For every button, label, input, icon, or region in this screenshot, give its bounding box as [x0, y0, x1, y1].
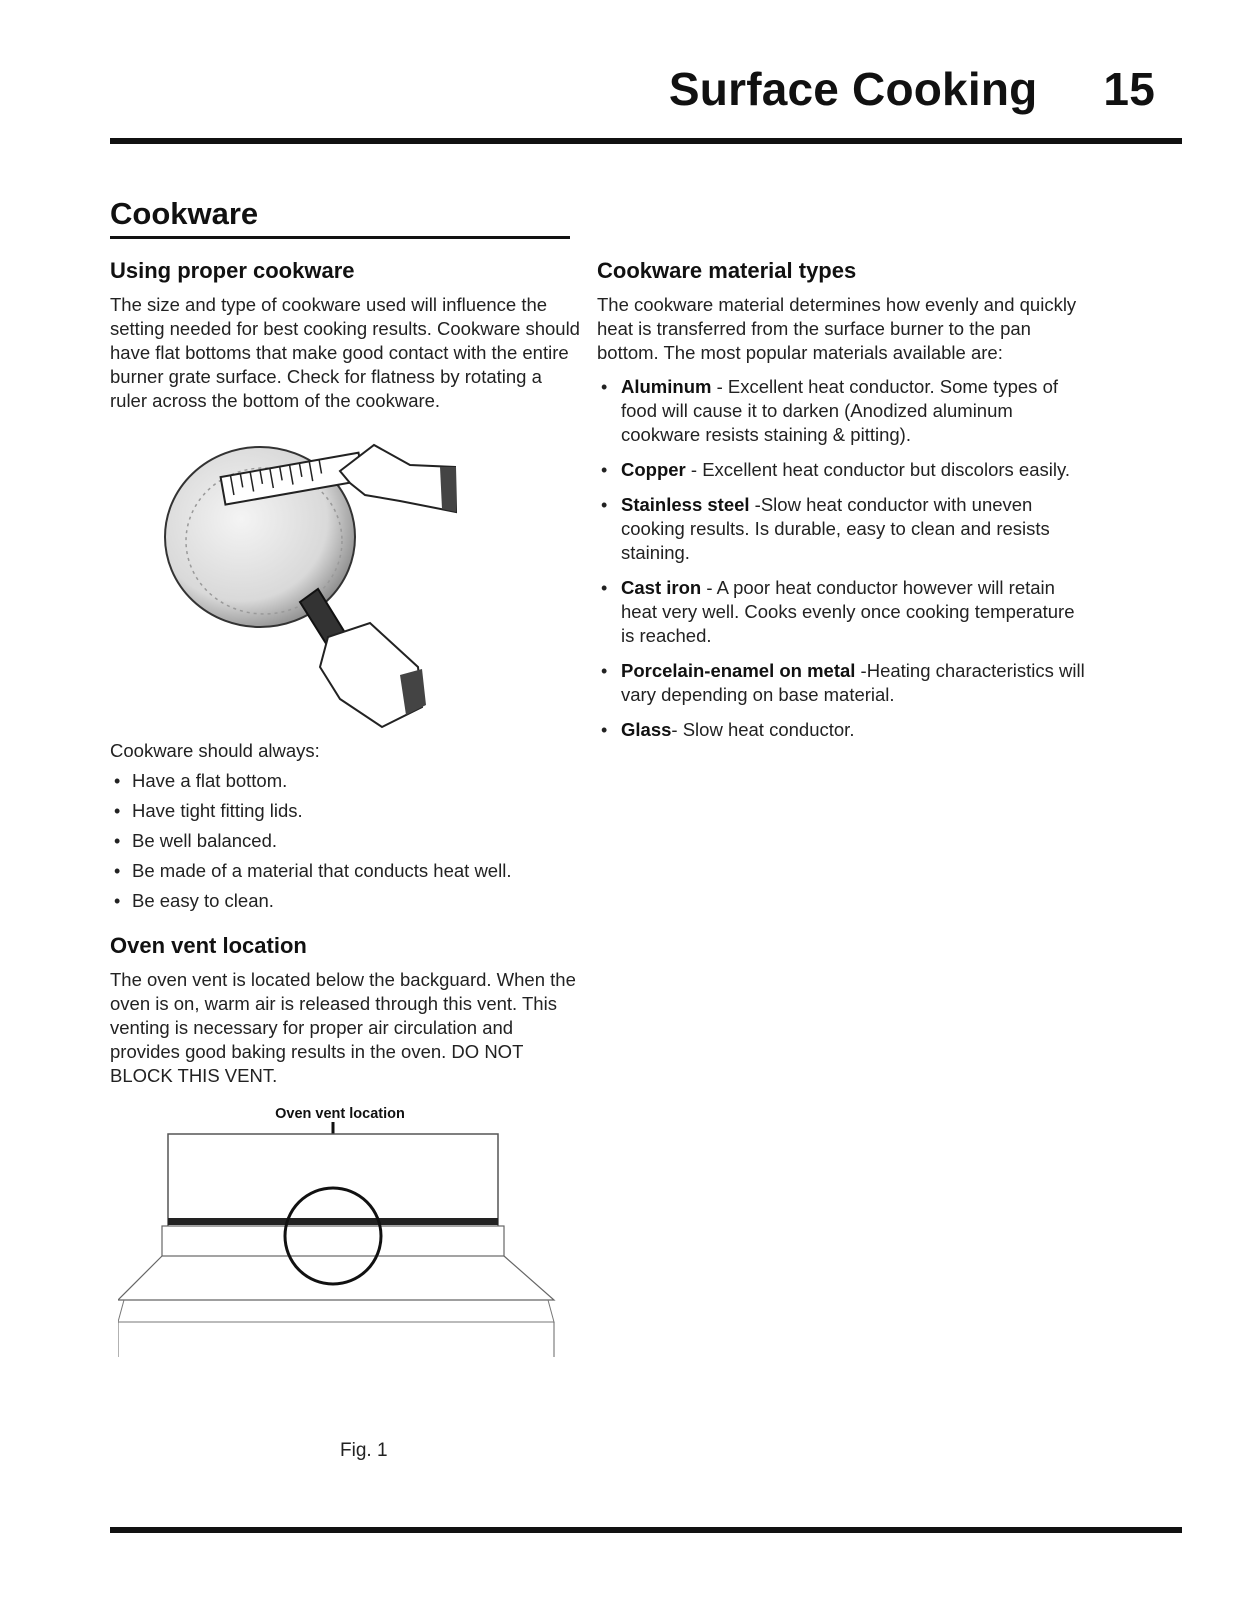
list-item: • Have tight fitting lids.	[110, 799, 580, 823]
should-list	[110, 769, 580, 913]
vent-caption: Oven vent location	[275, 1106, 405, 1122]
list-item	[597, 375, 1087, 447]
list-item: • Be easy to clean.	[110, 889, 580, 913]
list-item: • Have a flat bottom.	[110, 769, 580, 793]
materials-intro: The cookware material determines how evenly and quickly heat is transferred from the surface burner to the pan bottom. The most popular materials available are:	[597, 294, 1077, 363]
material-desc: - Excellent heat conductor but discolors easily.	[685, 459, 1070, 480]
header-rule	[110, 138, 1182, 144]
page-title: Surface Cooking	[668, 63, 1038, 115]
list-item	[597, 493, 1087, 565]
using-cookware-body: The size and type of cookware used will influence the setting needed for best cooking results. Cookware should have flat bottoms that make good contact with the entire burner grate surface. Check for flatness by rotating a ruler across the bottom of the cookware.	[110, 294, 580, 411]
material-desc: - A poor heat conductor however will retain heat very well. Cooks evenly once cooking temperature is reached.	[621, 577, 1075, 646]
list-item	[597, 458, 1087, 482]
material-name: Stainless steel	[621, 494, 750, 515]
page-header	[669, 62, 1155, 116]
materials-heading: Cookware material types	[597, 258, 857, 283]
list-item	[597, 718, 1087, 742]
list-item	[597, 576, 1087, 648]
left-column	[110, 258, 580, 1362]
material-name: Glass	[621, 719, 672, 740]
material-name: Copper	[621, 459, 686, 480]
right-column	[597, 258, 1087, 753]
material-name: Cast iron	[621, 577, 702, 598]
footer-rule	[110, 1527, 1182, 1533]
list-item	[597, 659, 1087, 707]
material-desc: -Slow heat conductor with uneven cooking results. Is durable, easy to clean and resists staining.	[621, 494, 1050, 563]
page-number: 15	[1103, 63, 1155, 115]
materials-list	[597, 375, 1087, 742]
list-item: • Be well balanced.	[110, 829, 580, 853]
section-title: Cookware	[110, 196, 570, 239]
should-intro: Cookware should always:	[110, 740, 320, 761]
using-cookware-heading: Using proper cookware	[110, 258, 355, 283]
oven-vent-body: The oven vent is located below the backguard. When the oven is on, warm air is released through this vent. This venting is necessary for proper air circulation and provides good baking results in the oven. DO NOT BLOCK THIS VENT.	[110, 969, 576, 1086]
material-name: Porcelain-enamel on metal	[621, 660, 856, 681]
vent-strip-icon	[168, 1218, 498, 1225]
material-desc: - Excellent heat conductor. Some types of food will cause it to darken (Anodized aluminum cookware resists staining & pitting).	[621, 376, 1059, 445]
figure-label: Fig. 1	[340, 1440, 388, 1461]
oven-vent-heading: Oven vent location	[110, 933, 307, 958]
oven-vent-illustration	[118, 1122, 568, 1362]
material-desc: - Slow heat conductor.	[671, 719, 855, 740]
list-item: • Be made of a material that conducts heat well.	[110, 859, 580, 883]
material-desc: -Heating characteristics will vary depending on base material.	[621, 660, 1085, 705]
material-name: Aluminum	[621, 376, 712, 397]
pan-ruler-illustration	[160, 437, 460, 737]
